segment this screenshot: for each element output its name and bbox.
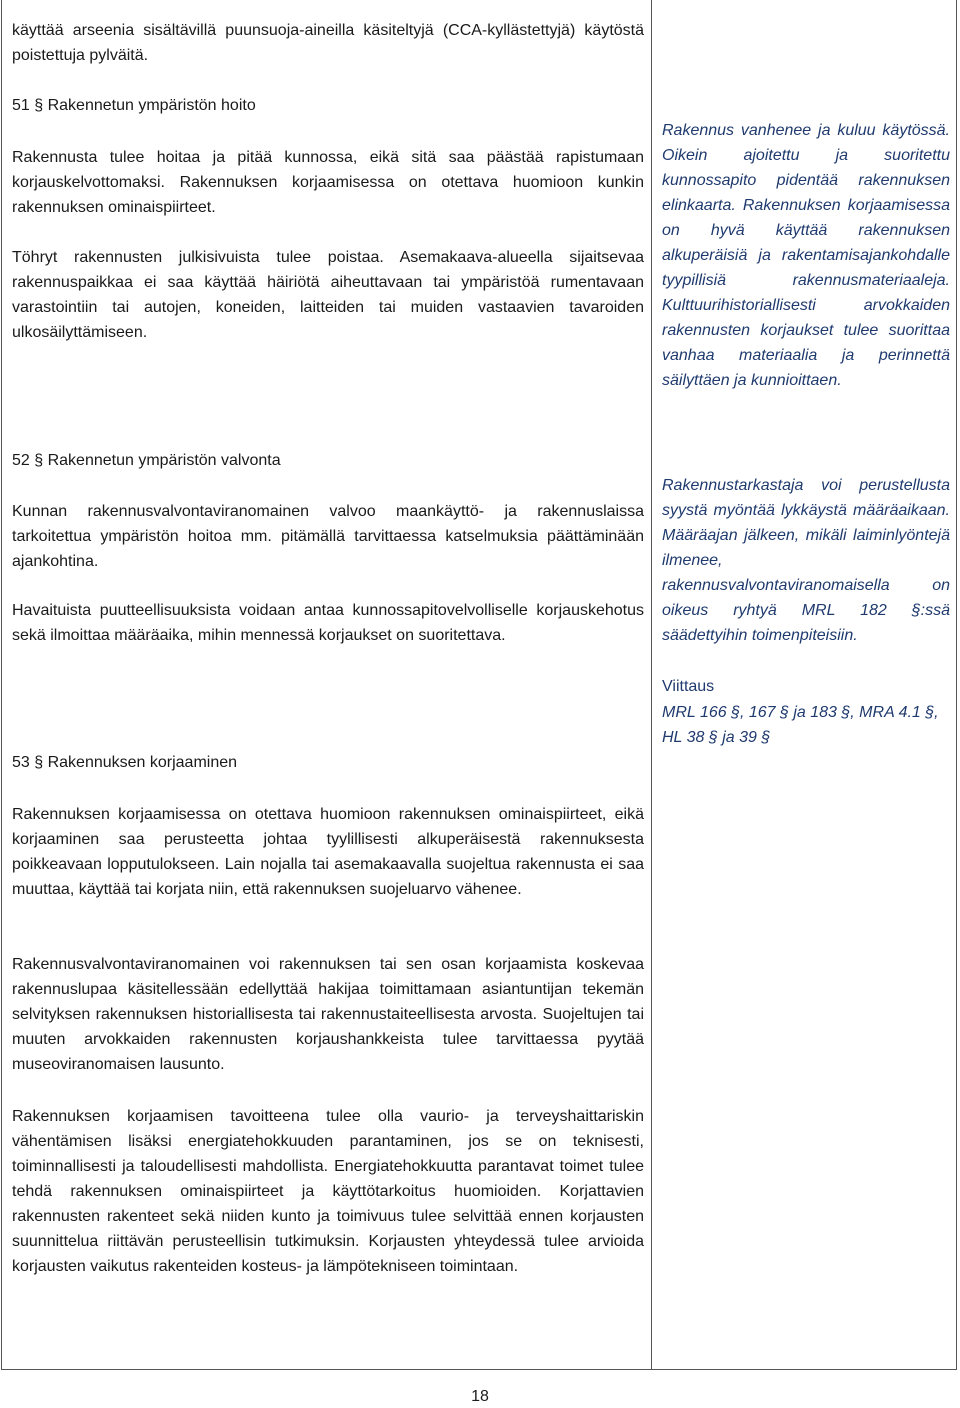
section-51-paragraph-1 [12, 145, 644, 220]
column-divider [651, 0, 652, 1370]
section-52-paragraph-2 [12, 598, 644, 648]
side-note-1-text: Rakennus vanhenee ja kuluu käytössä. Oikein ajoitettu ja suoritettu kunnossapito pidentää rakennuksen elinkaarta. Rakennuksen korjaamisessa on hyvä käyttää rakennuksen alkuperäisiä ja rakentamisajankohdalle tyypillisiä rakennusmateriaaleja. Kulttuurihistoriallisesti arvokkaiden rakennusten korjaukset tulee suorittaa vanhaa materiaalia ja perinnettä säilyttäen ja kunnioittaen. [662, 122, 950, 389]
side-note-2-text: Rakennustarkastaja voi perustellusta syystä myöntää lykkäystä määräaikaan. Määräajan jälkeen, mikäli laiminlyöntejä ilmenee, rakennusvalvontaviranomaisella on oikeus ryhtyä MRL 182 §:ssä säädettyihin toimenpiteisiin. [662, 477, 950, 644]
page-number: 18 [471, 1388, 489, 1405]
reference-text-value: MRL 166 §, 167 § ja 183 §, MRA 4.1 §, HL 38 § ja 39 § [662, 704, 939, 746]
section-53-heading: 53 § Rakennuksen korjaaminen [12, 754, 238, 771]
section-51-heading: 51 § Rakennetun ympäristön hoito [12, 97, 256, 114]
section-51-p2-text: Töhryt rakennusten julkisivuista tulee poistaa. Asemakaava-alueella sijaitsevaa rakennuspaikkaa ei saa käyttää häiriötä aiheuttavaan tai ympäristöä rumentavaan varastointiin tai autojen, koneiden, laitteiden tai muiden vastaavien tavaroiden ulkosäilyttämiseen. [12, 249, 644, 341]
section-52-heading: 52 § Rakennetun ympäristön valvonta [12, 452, 281, 469]
section-53-p2-text: Rakennusvalvontaviranomainen voi rakennuksen tai sen osan korjaamista koskevaa rakennuslupaa käsitellessään edellyttää hakijaa toimittamaan asiantuntijan tekemän selvityksen rakennuksen historiallisesta tai rakennustaiteellisesta arvosta. Suojeltujen tai muuten arvokkaiden rakennusten korjaushankkeista tulee tarvittaessa pyytää museoviranomaisen lausunto. [12, 956, 644, 1073]
section-51-p1-text: Rakennusta tulee hoitaa ja pitää kunnossa, eikä sitä saa päästää rapistumaan korjauskelvottomaksi. Rakennuksen korjaamisessa on otettava huomioon kunkin rakennuksen ominaispiirteet. [12, 149, 644, 216]
intro-text: käyttää arseenia sisältävillä puunsuoja-aineilla käsiteltyjä (CCA-kyllästettyjä) käytöstä poistettuja pylväitä. [12, 22, 644, 64]
section-53-p1-text: Rakennuksen korjaamisessa on otettava huomioon rakennuksen ominaispiirteet, eikä korjaaminen saa perusteetta johtaa tyylillisesti alkuperäisestä rakennuksesta poikkeavaan lopputulokseen. Lain nojalla tai asemakaavalla suojeltua rakennusta ei saa muuttaa, käyttää tai korjata niin, että rakennuksen suojeluarvo vähenee. [12, 806, 644, 898]
side-note-1 [662, 118, 950, 393]
reference-text [662, 700, 950, 750]
section-51-paragraph-2 [12, 245, 644, 345]
intro-paragraph [12, 18, 644, 68]
section-53-paragraph-1 [12, 802, 644, 902]
section-53-p3-text: Rakennuksen korjaamisen tavoitteena tulee olla vaurio- ja terveyshaittariskin vähentämisen lisäksi energiatehokkuuden parantaminen, jos se on teknisesti, toiminnallisesti ja taloudellisesti mahdollista. Energiatehokkuutta parantavat toimet tulee tehdä rakennuksen ominaispiirteet ja käyttötarkoitus huomioiden. Korjattavien rakennusten rakenteet sekä niiden kunto ja toimivuus tulee selvittää ennen korjausten suunnittelua riittävän perusteellisin tutkimuksin. Korjausten yhteydessä tulee arvioida korjausten vaikutus rakenteiden kosteus- ja lämpötekniseen toimintaan. [12, 1108, 644, 1275]
section-52-p2-text: Havaituista puutteellisuuksista voidaan antaa kunnossapitovelvolliselle korjauskehotus sekä ilmoittaa määräaika, mihin mennessä korjaukset on suoritettava. [12, 602, 644, 644]
section-52-p1-text: Kunnan rakennusvalvontaviranomainen valvoo maankäyttö- ja rakennuslaissa tarkoitettua ympäristön hoitoa mm. pitämällä tarvittaessa katselmuksia päättäminään ajankohtina. [12, 503, 644, 570]
reference-title: Viittaus [662, 678, 715, 695]
section-53-paragraph-3 [12, 1104, 644, 1279]
side-note-2 [662, 473, 950, 648]
section-53-paragraph-2 [12, 952, 644, 1077]
section-52-paragraph-1 [12, 499, 644, 574]
